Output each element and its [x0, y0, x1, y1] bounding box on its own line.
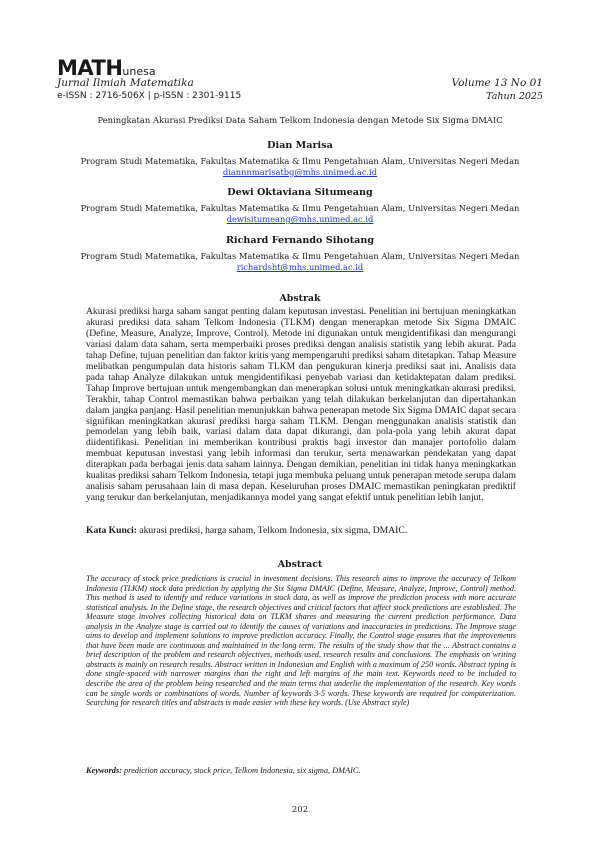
journal-volume: Volume 13 No 01 — [451, 77, 543, 89]
keywords-label: Kata Kunci: — [86, 525, 137, 536]
logo-main-text: MATH — [57, 56, 123, 80]
article-title: Peningkatan Akurasi Prediksi Data Saham Telkom Indonesia dengan Metode Six Sigma DMAIC — [97, 115, 503, 125]
page-number: 202 — [291, 805, 309, 815]
author-block — [57, 187, 543, 225]
author-name: Dian Marisa — [267, 140, 333, 151]
abstrak-body: Akurasi prediksi harga saham sangat penting dalam keputusan investasi. Penelitian ini bertujuan meningkatkan akurasi prediksi data saham Telkom Indonesia (TLKM) dengan menerapkan metode Six Sigma DMAIC (Define, Measure, Analyze, Improve, Control). Metode ini digunakan untuk mengidentifikasi dan mengurangi variasi dalam data saham, serta memperbaiki proses prediksi dengan analisis statistik yang lebih akurat. Pada tahap Define, tujuan penelitian dan faktor kritis yang mempengaruhi prediksi saham ditetapkan. Tahap Measure melibatkan pengumpulan data historis saham TLKM dan pengukuran kinerja prediksi saat ini. Analisis data pada tahap Analyze dilakukan untuk mengidentifikasi penyebab variasi dan ketidaktepatan dalam prediksi. Tahap Improve bertujuan untuk mengembangkan dan menerapkan solusi untuk meningkatkan akurasi prediksi. Terakhir, tahap Control memastikan bahwa perbaikan yang telah dilakukan berkelanjutan dan dipertahankan dalam jangka panjang. Hasil penelitian menunjukkan bahwa penerapan metode Six Sigma DMAIC dapat secara signifikan meningkatkan akurasi prediksi harga saham TLKM. Dengan menggunakan analisis statistik dan pemodelan yang lebih baik, variasi dalam data dapat dikurangi, dan pola-pola yang lebih akurat dapat diidentifikasi. Penelitian ini memberikan kontribusi praktis bagi investor dan manajer portofolio dalam membuat keputusan investasi yang lebih informasi dan terukur, serta menawarkan pendekatan yang dapat diterapkan pada berbagai jenis data saham lainnya. Dengan demikian, penelitian ini tidak hanya meningkatkan kualitas prediksi saham Telkom Indonesia, tetapi juga membuka peluang untuk penerapan metode serupa dalam analisis saham perusahaan lain di masa depan. Keseluruhan proses DMAIC memastikan peningkatan prediktif yang terukur dan berkelanjutan, menjadikannya model yang sangat efektif untuk penelitian lebih lanjut. — [86, 306, 516, 504]
journal-issn: e-ISSN : 2716-506X | p-ISSN : 2301-9115 — [57, 91, 242, 101]
keywords-text: prediction accuracy, stock price, Telkom Indonesia, six sigma, DMAIC. — [121, 766, 361, 775]
author-name: Dewi Oktaviana Situmeang — [227, 187, 373, 198]
journal-name: Jurnal Ilmiah Matematika — [57, 77, 194, 89]
author-email-link[interactable]: dewisitumeang@mhs.unimed.ac.id — [226, 214, 374, 224]
author-affiliation: Program Studi Matematika, Fakultas Matematika & Ilmu Pengetahuan Alam, Universitas Negeri Medan — [80, 203, 520, 213]
journal-year: Tahun 2025 — [486, 91, 543, 102]
author-email-link[interactable]: richardsht@mhs.unimed.ac.id — [236, 262, 364, 272]
author-name: Richard Fernando Sihotang — [225, 235, 375, 246]
keywords-text: akurasi prediksi, harga saham, Telkom Indonesia, six sigma, DMAIC. — [136, 525, 408, 536]
author-email-link[interactable]: diannnmarisatbg@mhs.unimed.ac.id — [222, 167, 378, 177]
abstract-body: The accuracy of stock price predictions is crucial in investment decisions. This research aims to improve the accuracy of Telkom Indonesia (TLKM) stock data prediction by applying the Six Sigma DMAIC (Define, Measure, Analyze, Improve, Control) method. This method is used to identify and reduce variations in stock data, as well as improve the prediction process with more accurate statistical analysis. In the Define stage, the research objectives and critical factors that affect stock predictions are established. The Measure stage involves collecting historical data on TLKM shares and measuring the current prediction performance. Data analysis in the Analyze stage is carried out to identify the causes of variations and inaccuracies in predictions. The Improve stage aims to develop and implement solutions to improve prediction accuracy. Finally, the Control stage ensures that the improvements that have been made are continuous and maintained in the long term. The results of the study show that the ... Abstract contains a brief description of the problem and research objectives, methods used, research results and conclusions. The emphasis on writing abstracts is mainly on research results. Abstract written in Indonesian and English with a maximum of 250 words. Abstract typing is done single-spaced with narrower margins than the right and left margins of the main text. Keywords need to be included to describe the area of the problem being researched and the main terms that underlie the implementation of the research. Key words can be single words or combinations of words. Number of keywords 3-5 words. These keywords are required for computerization. Searching for research titles and abstracts is made easier with these key words. (Use Abstract style) — [86, 574, 516, 708]
abstrak-heading: Abstrak — [279, 293, 321, 304]
abstrak-keywords — [86, 525, 516, 536]
author-affiliation: Program Studi Matematika, Fakultas Matematika & Ilmu Pengetahuan Alam, Universitas Negeri Medan — [80, 156, 520, 166]
logo-sub-text: unesa — [122, 65, 156, 78]
abstract-heading: Abstract — [277, 559, 323, 570]
abstract-keywords — [86, 766, 516, 776]
author-affiliation: Program Studi Matematika, Fakultas Matematika & Ilmu Pengetahuan Alam, Universitas Negeri Medan — [80, 251, 520, 261]
keywords-label: Keywords: — [86, 766, 122, 775]
author-block — [57, 235, 543, 273]
author-block — [57, 140, 543, 178]
